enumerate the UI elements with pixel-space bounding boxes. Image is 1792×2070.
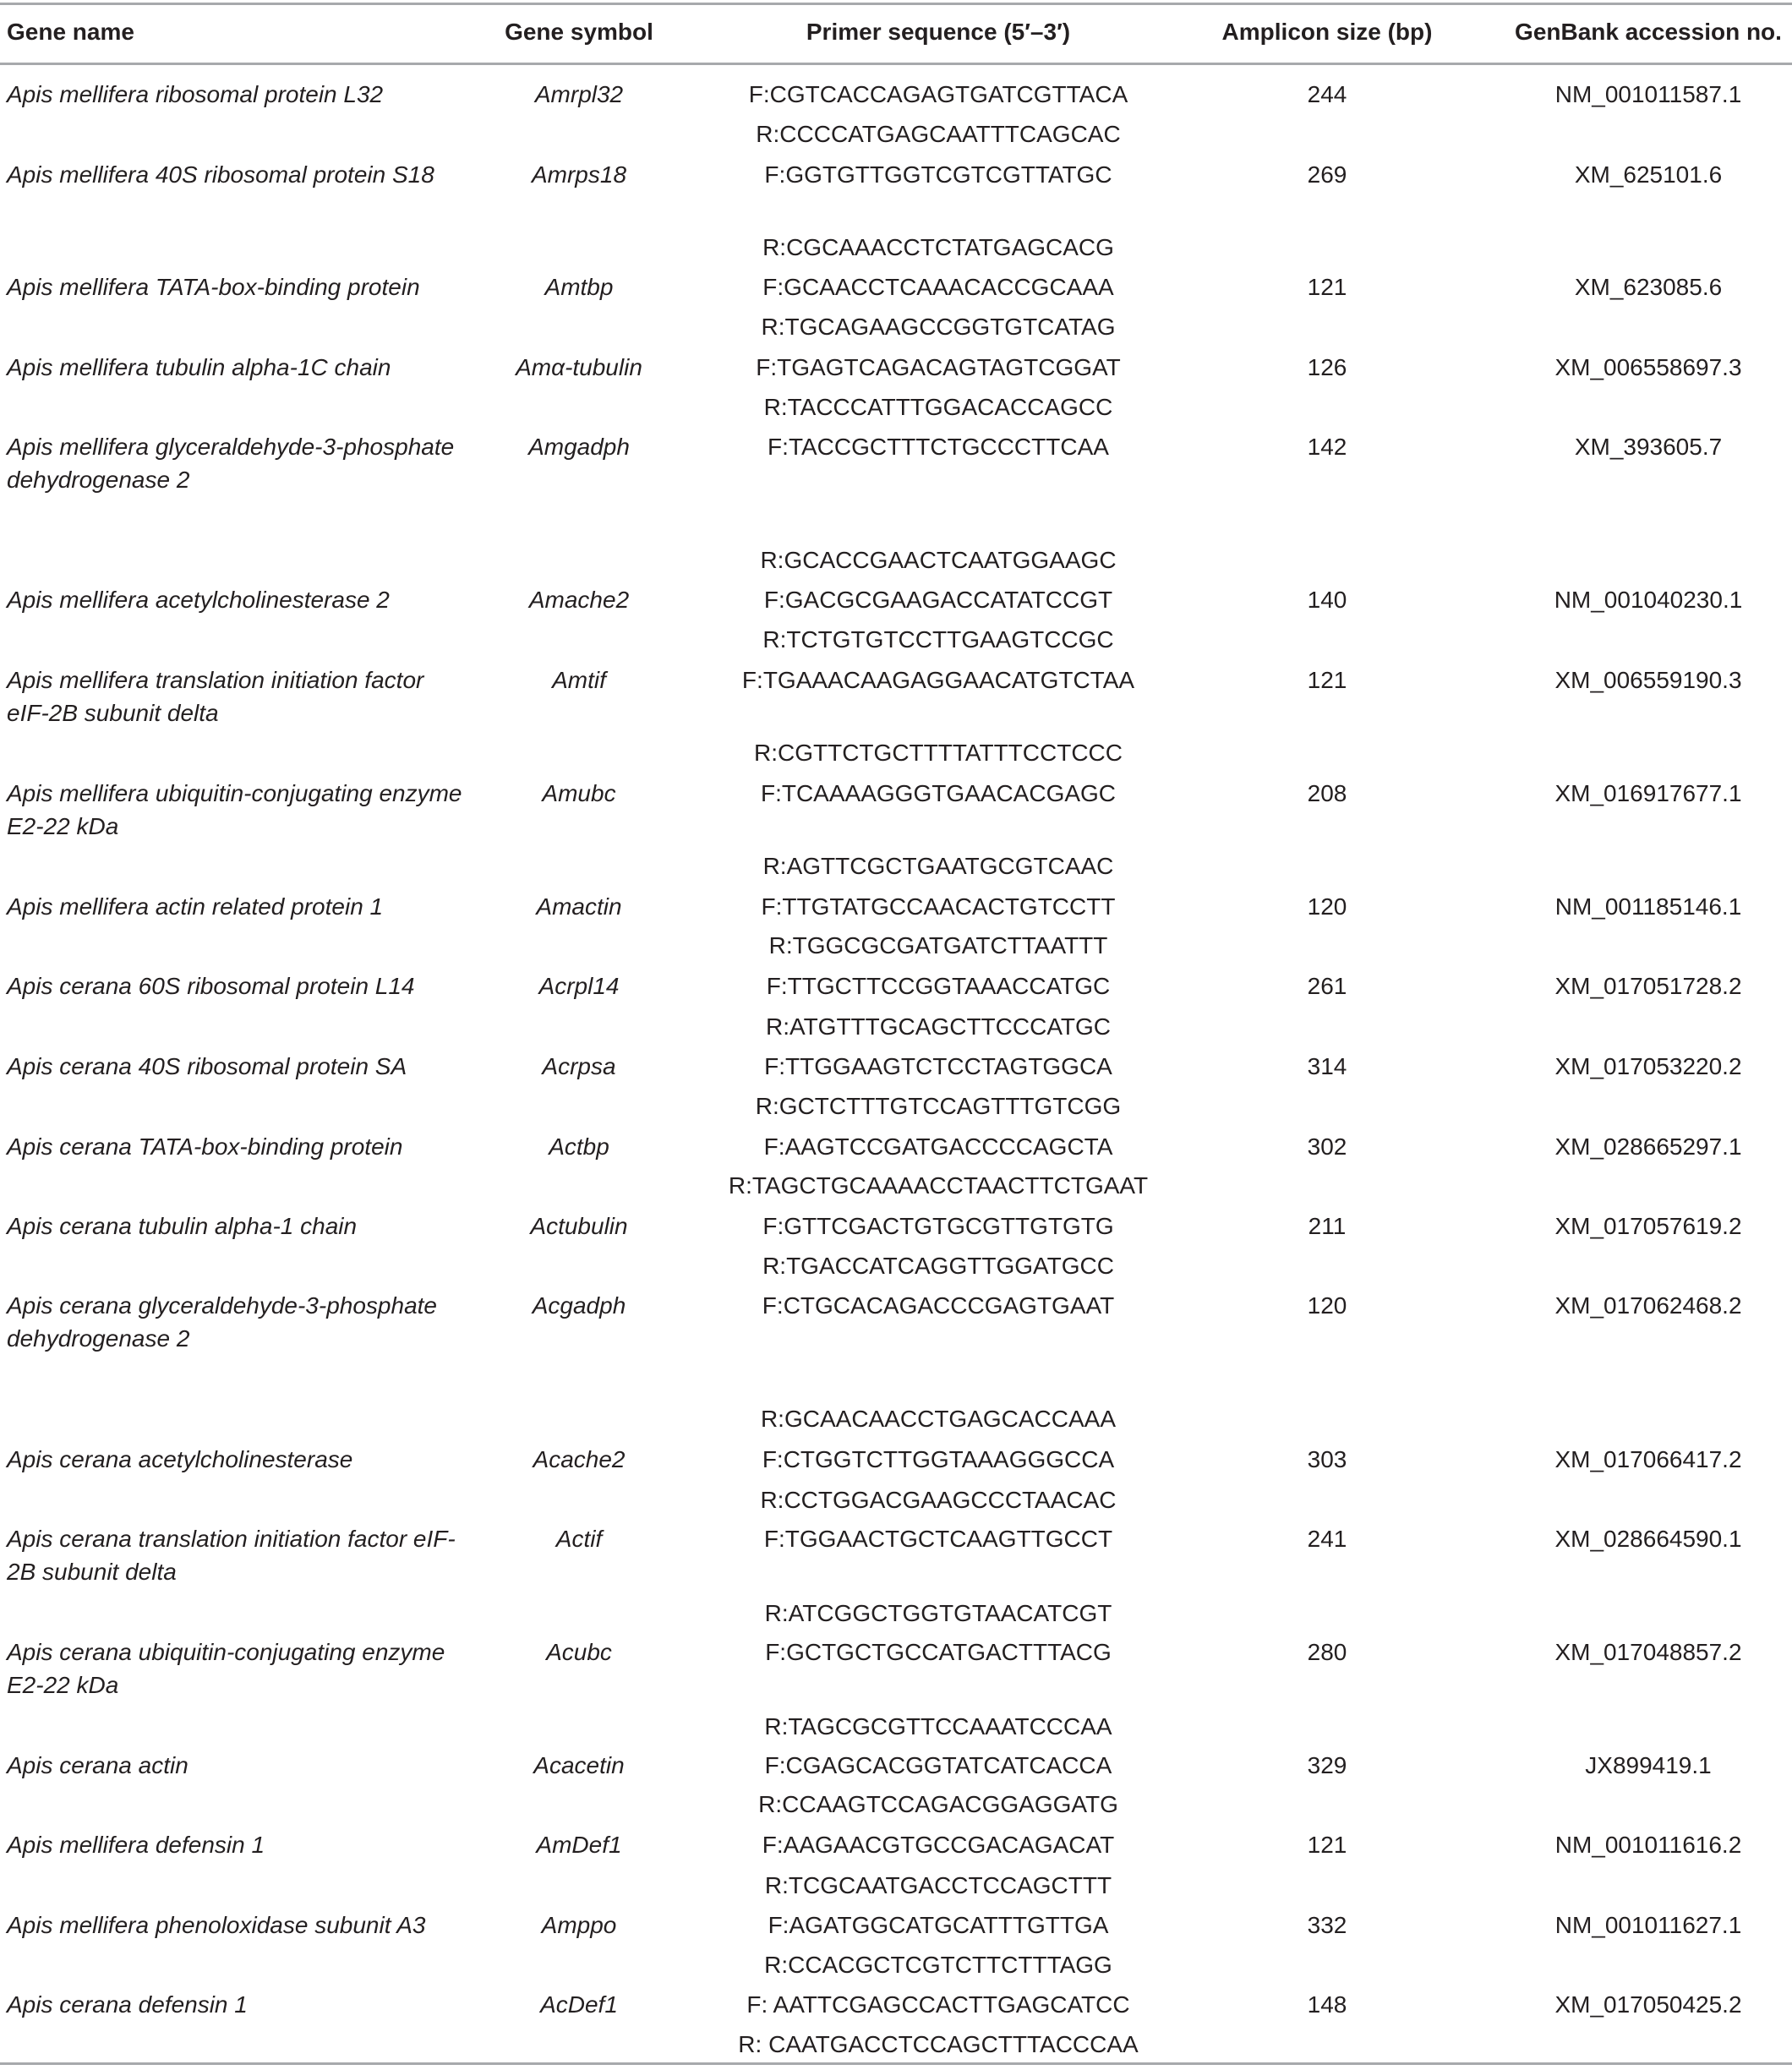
amplicon-size-cell: 148: [1307, 1991, 1347, 2018]
forward-primer-cell: F:GGTGTTGGTCGTCGTTATGC: [764, 161, 1112, 188]
genbank-accession-cell: JX899419.1: [1585, 1752, 1712, 1778]
reverse-primer-cell: R:CCAAGTCCAGACGGAGGATG: [758, 1791, 1118, 1817]
genbank-accession-cell: XM_017066417.2: [1554, 1446, 1742, 1472]
genbank-accession-cell: NM_001011587.1: [1554, 81, 1742, 107]
genbank-accession-cell: XM_393605.7: [1574, 434, 1723, 460]
gene-symbol-cell: Amubc: [542, 780, 616, 806]
gene-name-cell: Apis mellifera actin related protein 1: [7, 893, 384, 920]
gene-name-cell: Apis mellifera glyceraldehyde-3-phosphate dehydrogenase 2: [7, 434, 455, 493]
reverse-primer-cell: R:TGGCGCGATGATCTTAATTT: [768, 932, 1108, 959]
forward-primer-cell: F: AATTCGAGCCACTTGAGCATCC: [746, 1991, 1130, 2018]
forward-primer-cell: F:TTGCTTCCGGTAAACCATGC: [766, 973, 1111, 999]
amplicon-size-cell: 332: [1307, 1912, 1347, 1938]
amplicon-size-cell: 120: [1307, 1292, 1347, 1319]
reverse-primer-cell: R:TGACCATCAGGTTGGATGCC: [762, 1253, 1114, 1279]
genbank-accession-cell: NM_001185146.1: [1554, 893, 1742, 920]
gene-name-cell: Apis mellifera ribosomal protein L32: [7, 81, 384, 107]
amplicon-size-cell: 208: [1307, 780, 1347, 806]
gene-name-cell: Apis cerana 60S ribosomal protein L14: [7, 973, 415, 999]
gene-name-cell: Apis mellifera translation initiation factor eIF-2B subunit delta: [7, 667, 424, 726]
gene-name-cell: Apis mellifera phenoloxidase subunit A3: [7, 1912, 426, 1938]
genbank-accession-cell: NM_001011616.2: [1554, 1832, 1742, 1858]
gene-symbol-cell: Amache2: [528, 587, 630, 613]
gene-name-cell: Apis cerana translation initiation factor eIF-2B subunit delta: [7, 1526, 456, 1585]
reverse-primer-cell: R:TCGCAATGACCTCCAGCTTT: [764, 1872, 1112, 1898]
amplicon-size-cell: 241: [1307, 1526, 1347, 1552]
genbank-accession-cell: XM_017048857.2: [1554, 1639, 1742, 1665]
forward-primer-cell: F:TGGAACTGCTCAAGTTGCCT: [763, 1526, 1113, 1552]
amplicon-size-cell: 261: [1307, 973, 1347, 999]
forward-primer-cell: F:GTTCGACTGTGCGTTGTGTG: [762, 1213, 1114, 1239]
forward-primer-cell: F:TGAAACAAGAGGAACATGTCTAA: [741, 667, 1135, 693]
header-gene-name: Gene name: [7, 19, 134, 45]
genbank-accession-cell: NM_001040230.1: [1554, 587, 1743, 613]
forward-primer-cell: F:AAGTCCGATGACCCCAGCTA: [763, 1133, 1113, 1160]
gene-symbol-cell: Actubulin: [530, 1213, 628, 1239]
amplicon-size-cell: 121: [1307, 274, 1347, 300]
gene-name-cell: Apis mellifera acetylcholinesterase 2: [7, 587, 390, 613]
header-genbank-accession: GenBank accession no.: [1515, 19, 1782, 45]
reverse-primer-cell: R:CCTGGACGAAGCCCTAACAC: [760, 1487, 1117, 1513]
gene-name-cell: Apis cerana glyceraldehyde-3-phosphate dehydrogenase 2: [7, 1292, 437, 1352]
genbank-accession-cell: XM_028664590.1: [1554, 1526, 1742, 1552]
forward-primer-cell: F:TCAAAAGGGTGAACACGAGC: [760, 780, 1117, 806]
forward-primer-cell: F:GACGCGAAGACCATATCCGT: [763, 587, 1113, 613]
table-bottom-rule: [0, 2062, 1792, 2065]
genbank-accession-cell: NM_001011627.1: [1554, 1912, 1742, 1938]
forward-primer-cell: F:CGTCACCAGAGTGATCGTTACA: [748, 81, 1128, 107]
amplicon-size-cell: 211: [1308, 1213, 1347, 1239]
gene-symbol-cell: Amtbp: [544, 274, 614, 300]
forward-primer-cell: F:CTGCACAGACCCGAGTGAAT: [762, 1292, 1115, 1319]
gene-name-cell: Apis cerana ubiquitin-conjugating enzyme E2-22 kDa: [7, 1639, 445, 1698]
gene-name-cell: Apis mellifera tubulin alpha-1C chain: [7, 354, 391, 380]
forward-primer-cell: F:AGATGGCATGCATTTGTTGA: [768, 1912, 1109, 1938]
gene-name-cell: Apis mellifera 40S ribosomal protein S18: [7, 161, 434, 188]
reverse-primer-cell: R:TCTGTGTCCTTGAAGTCCGC: [762, 626, 1114, 653]
genbank-accession-cell: XM_623085.6: [1574, 274, 1723, 300]
gene-symbol-cell: Amactin: [536, 893, 622, 920]
amplicon-size-cell: 329: [1307, 1752, 1347, 1778]
gene-name-cell: Apis mellifera ubiquitin-conjugating enzyme E2-22 kDa: [7, 780, 462, 839]
gene-name-cell: Apis cerana defensin 1: [7, 1991, 248, 2018]
amplicon-size-cell: 121: [1307, 1832, 1347, 1858]
forward-primer-cell: F:TTGTATGCCAACACTGTCCTT: [761, 893, 1116, 920]
genbank-accession-cell: XM_006559190.3: [1554, 667, 1742, 693]
amplicon-size-cell: 269: [1307, 161, 1347, 188]
gene-symbol-cell: Acgadph: [532, 1292, 626, 1319]
gene-symbol-cell: Amppo: [541, 1912, 617, 1938]
gene-symbol-cell: Amrpl32: [534, 81, 624, 107]
amplicon-size-cell: 314: [1307, 1053, 1347, 1079]
reverse-primer-cell: R:GCAACAACCTGAGCACCAAA: [760, 1406, 1117, 1432]
gene-symbol-cell: Amα-tubulin: [516, 354, 642, 380]
reverse-primer-cell: R:GCTCTTTGTCCAGTTTGTCGG: [755, 1093, 1122, 1119]
genbank-accession-cell: XM_017051728.2: [1554, 973, 1742, 999]
header-gene-symbol: Gene symbol: [505, 19, 653, 45]
forward-primer-cell: F:CGAGCACGGTATCATCACCA: [764, 1752, 1112, 1778]
gene-symbol-cell: Acache2: [533, 1446, 626, 1472]
gene-symbol-cell: Acrpl14: [538, 973, 620, 999]
genbank-accession-cell: XM_006558697.3: [1554, 354, 1742, 380]
forward-primer-cell: F:GCTGCTGCCATGACTTTACG: [765, 1639, 1112, 1665]
header-primer-sequence: Primer sequence (5′–3′): [806, 19, 1071, 45]
gene-symbol-cell: AmDef1: [536, 1832, 622, 1858]
amplicon-size-cell: 303: [1307, 1446, 1347, 1472]
amplicon-size-cell: 244: [1307, 81, 1347, 107]
gene-name-cell: Apis cerana acetylcholinesterase: [7, 1446, 353, 1472]
amplicon-size-cell: 120: [1307, 893, 1347, 920]
reverse-primer-cell: R:GCACCGAACTCAATGGAAGC: [760, 547, 1117, 573]
gene-symbol-cell: Amtif: [552, 667, 606, 693]
gene-symbol-cell: Amgadph: [528, 434, 630, 460]
table-top-rule: [0, 3, 1792, 5]
header-amplicon-size: Amplicon size (bp): [1221, 19, 1433, 45]
gene-symbol-cell: Acrpsa: [542, 1053, 616, 1079]
forward-primer-cell: F:TGAGTCAGACAGTAGTCGGAT: [756, 354, 1121, 380]
gene-symbol-cell: Actif: [555, 1526, 603, 1552]
reverse-primer-cell: R:CGCAAACCTCTATGAGCACG: [762, 234, 1114, 260]
gene-symbol-cell: Acubc: [546, 1639, 612, 1665]
reverse-primer-cell: R: CAATGACCTCCAGCTTTACCCAA: [738, 2031, 1139, 2057]
genbank-accession-cell: XM_625101.6: [1574, 161, 1723, 188]
header-rule: [0, 63, 1792, 65]
reverse-primer-cell: R:AGTTCGCTGAATGCGTCAAC: [762, 853, 1114, 879]
amplicon-size-cell: 126: [1307, 354, 1347, 380]
gene-symbol-cell: Acacetin: [533, 1752, 625, 1778]
reverse-primer-cell: R:ATGTTTGCAGCTTCCCATGC: [765, 1013, 1112, 1040]
gene-name-cell: Apis mellifera defensin 1: [7, 1832, 265, 1858]
forward-primer-cell: F:GCAACCTCAAACACCGCAAA: [762, 274, 1114, 300]
reverse-primer-cell: R:ATCGGCTGGTGTAACATCGT: [764, 1600, 1112, 1626]
genbank-accession-cell: XM_017062468.2: [1554, 1292, 1742, 1319]
gene-name-cell: Apis mellifera TATA-box-binding protein: [7, 274, 420, 300]
gene-name-cell: Apis cerana tubulin alpha-1 chain: [7, 1213, 358, 1239]
gene-symbol-cell: AcDef1: [540, 1991, 618, 2018]
amplicon-size-cell: 280: [1307, 1639, 1347, 1665]
reverse-primer-cell: R:TAGCGCGTTCCAAATCCCAA: [764, 1713, 1112, 1740]
reverse-primer-cell: R:CGTTCTGCTTTTATTTCCTCCC: [754, 740, 1123, 766]
genbank-accession-cell: XM_017057619.2: [1554, 1213, 1742, 1239]
gene-name-cell: Apis cerana 40S ribosomal protein SA: [7, 1053, 407, 1079]
forward-primer-cell: F:AAGAACGTGCCGACAGACAT: [762, 1832, 1115, 1858]
genbank-accession-cell: XM_016917677.1: [1554, 780, 1742, 806]
genbank-accession-cell: XM_017053220.2: [1554, 1053, 1742, 1079]
reverse-primer-cell: R:CCCCATGAGCAATTTCAGCAC: [756, 121, 1121, 147]
gene-name-cell: Apis cerana TATA-box-binding protein: [7, 1133, 403, 1160]
reverse-primer-cell: R:CCACGCTCGTCTTCTTTAGG: [764, 1952, 1112, 1978]
gene-symbol-cell: Actbp: [549, 1133, 609, 1160]
amplicon-size-cell: 121: [1307, 667, 1347, 693]
forward-primer-cell: F:TACCGCTTTCTGCCCTTCAA: [768, 434, 1109, 460]
reverse-primer-cell: R:TAGCTGCAAAACCTAACTTCTGAAT: [728, 1172, 1149, 1199]
genbank-accession-cell: XM_017050425.2: [1554, 1991, 1742, 2018]
genbank-accession-cell: XM_028665297.1: [1554, 1133, 1742, 1160]
amplicon-size-cell: 302: [1307, 1133, 1347, 1160]
reverse-primer-cell: R:TGCAGAAGCCGGTGTCATAG: [761, 314, 1116, 340]
reverse-primer-cell: R:TACCCATTTGGACACCAGCC: [763, 394, 1113, 420]
forward-primer-cell: F:TTGGAAGTCTCCTAGTGGCA: [764, 1053, 1112, 1079]
gene-name-cell: Apis cerana actin: [7, 1752, 188, 1778]
amplicon-size-cell: 140: [1307, 587, 1347, 613]
amplicon-size-cell: 142: [1307, 434, 1347, 460]
gene-symbol-cell: Amrps18: [531, 161, 627, 188]
forward-primer-cell: F:CTGGTCTTGGTAAAGGGCCA: [762, 1446, 1115, 1472]
